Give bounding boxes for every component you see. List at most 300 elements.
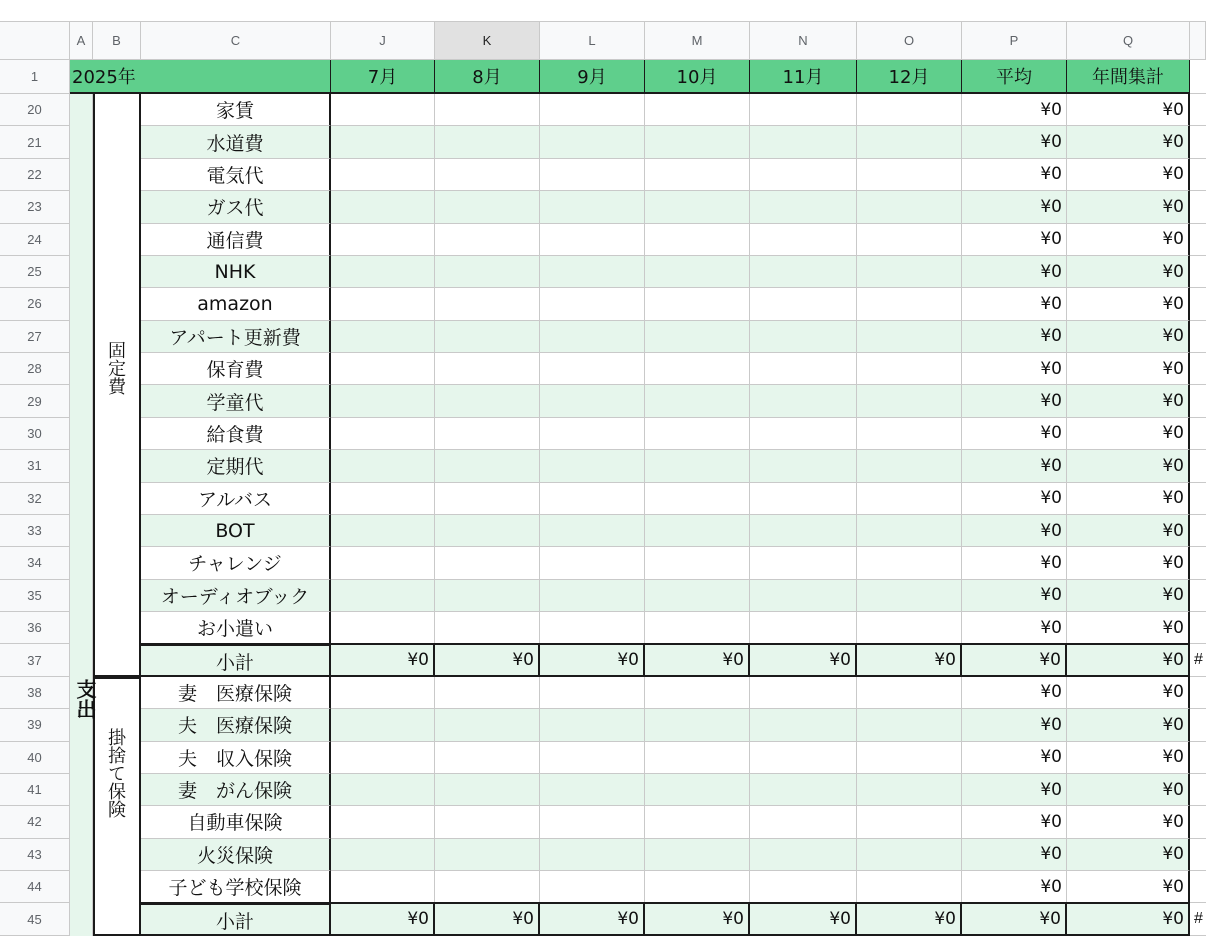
row-header[interactable]: 38 [0,677,70,709]
month-cell[interactable] [750,126,857,158]
month-cell[interactable] [750,450,857,482]
row-header[interactable]: 26 [0,288,70,320]
month-cell[interactable] [750,677,857,709]
column-a-cell[interactable] [70,321,93,353]
month-cell[interactable] [540,450,645,482]
month-cell[interactable] [331,580,435,612]
overflow-cell[interactable] [1190,580,1206,612]
month-cell[interactable] [435,515,540,547]
column-a-cell[interactable] [70,612,93,644]
month-cell[interactable] [435,839,540,871]
average-cell[interactable]: ¥0 [962,515,1067,547]
month-cell[interactable] [645,483,750,515]
annual-total-header[interactable]: 年間集計 [1067,60,1190,94]
annual-total-cell[interactable]: ¥0 [1067,450,1190,482]
row-header[interactable]: 36 [0,612,70,644]
item-label[interactable]: アルバス [141,483,331,515]
overflow-cell[interactable] [1190,321,1206,353]
month-cell[interactable] [645,871,750,903]
month-cell[interactable] [435,871,540,903]
month-cell[interactable] [331,774,435,806]
row-header[interactable]: 34 [0,547,70,579]
item-label[interactable]: 妻 がん保険 [141,774,331,806]
row-header[interactable]: 41 [0,774,70,806]
annual-total-cell[interactable]: ¥0 [1067,806,1190,838]
row-header[interactable]: 33 [0,515,70,547]
month-cell[interactable] [540,353,645,385]
overflow-cell[interactable] [1190,353,1206,385]
average-cell[interactable]: ¥0 [962,483,1067,515]
item-label[interactable]: NHK [141,256,331,288]
column-a-cell[interactable] [70,839,93,871]
month-cell[interactable] [435,224,540,256]
month-cell[interactable] [645,677,750,709]
average-cell[interactable]: ¥0 [962,871,1067,903]
column-header-p[interactable]: P [962,22,1067,60]
month-cell[interactable] [857,839,962,871]
month-cell[interactable] [750,580,857,612]
column-a-cell[interactable] [70,806,93,838]
month-cell[interactable] [435,94,540,126]
subtotal-month-cell[interactable]: ¥0 [435,644,540,676]
subtotal-label[interactable]: 小計 [141,644,331,676]
month-cell[interactable] [645,256,750,288]
month-cell[interactable] [750,224,857,256]
column-a-cell[interactable] [70,450,93,482]
month-header[interactable]: 7月 [331,60,435,94]
month-cell[interactable] [750,742,857,774]
average-cell[interactable]: ¥0 [962,159,1067,191]
subtotal-month-cell[interactable]: ¥0 [645,903,750,935]
month-cell[interactable] [750,612,857,644]
month-cell[interactable] [857,418,962,450]
month-cell[interactable] [435,418,540,450]
month-cell[interactable] [857,483,962,515]
average-cell[interactable]: ¥0 [962,774,1067,806]
month-cell[interactable] [331,418,435,450]
month-cell[interactable] [331,385,435,417]
overflow-cell[interactable] [1190,159,1206,191]
month-cell[interactable] [435,191,540,223]
average-cell[interactable]: ¥0 [962,450,1067,482]
month-cell[interactable] [750,418,857,450]
month-cell[interactable] [540,612,645,644]
item-label[interactable]: 給食費 [141,418,331,450]
month-cell[interactable] [645,547,750,579]
month-cell[interactable] [540,256,645,288]
average-cell[interactable]: ¥0 [962,288,1067,320]
month-cell[interactable] [331,94,435,126]
month-cell[interactable] [645,774,750,806]
column-header-stub[interactable] [1190,22,1206,60]
month-cell[interactable] [857,450,962,482]
overflow-cell[interactable] [1190,871,1206,903]
month-cell[interactable] [750,806,857,838]
row-header[interactable]: 27 [0,321,70,353]
subtotal-month-cell[interactable]: ¥0 [331,644,435,676]
row-header[interactable]: 30 [0,418,70,450]
column-a-cell[interactable] [70,94,93,126]
month-cell[interactable] [540,126,645,158]
column-a-cell[interactable] [70,385,93,417]
item-label[interactable]: 夫 医療保険 [141,709,331,741]
column-a-cell[interactable] [70,580,93,612]
month-cell[interactable] [540,224,645,256]
overflow-cell[interactable] [1190,774,1206,806]
month-cell[interactable] [857,321,962,353]
item-label[interactable]: BOT [141,515,331,547]
average-cell[interactable]: ¥0 [962,94,1067,126]
month-cell[interactable] [857,709,962,741]
annual-total-cell[interactable]: ¥0 [1067,483,1190,515]
month-cell[interactable] [857,353,962,385]
row-header[interactable]: 21 [0,126,70,158]
overflow-cell[interactable] [1190,450,1206,482]
column-header-o[interactable]: O [857,22,962,60]
month-cell[interactable] [857,126,962,158]
average-cell[interactable]: ¥0 [962,547,1067,579]
overflow-cell[interactable] [1190,547,1206,579]
item-label[interactable]: アパート更新費 [141,321,331,353]
month-cell[interactable] [331,515,435,547]
month-cell[interactable] [435,677,540,709]
month-cell[interactable] [435,450,540,482]
row-header[interactable]: 35 [0,580,70,612]
month-cell[interactable] [645,288,750,320]
month-cell[interactable] [540,774,645,806]
subtotal-month-cell[interactable]: ¥0 [435,903,540,935]
average-cell[interactable]: ¥0 [962,709,1067,741]
item-label[interactable]: amazon [141,288,331,320]
overflow-cell[interactable] [1190,839,1206,871]
annual-total-cell[interactable]: ¥0 [1067,159,1190,191]
subtotal-month-cell[interactable]: ¥0 [540,644,645,676]
subtotal-month-cell[interactable]: ¥0 [645,644,750,676]
annual-total-cell[interactable]: ¥0 [1067,288,1190,320]
month-cell[interactable] [645,353,750,385]
item-label[interactable]: 学童代 [141,385,331,417]
row-header[interactable]: 45 [0,903,70,935]
column-a-cell[interactable] [70,644,93,676]
average-cell[interactable]: ¥0 [962,839,1067,871]
annual-total-cell[interactable]: ¥0 [1067,515,1190,547]
item-label[interactable]: ガス代 [141,191,331,223]
overflow-cell[interactable] [1190,418,1206,450]
month-cell[interactable] [857,871,962,903]
column-a-cell[interactable] [70,288,93,320]
row-header[interactable]: 25 [0,256,70,288]
month-cell[interactable] [435,612,540,644]
overflow-cell[interactable] [1190,191,1206,223]
month-cell[interactable] [540,515,645,547]
month-cell[interactable] [540,94,645,126]
month-cell[interactable] [435,547,540,579]
row-header[interactable]: 32 [0,483,70,515]
annual-total-cell[interactable]: ¥0 [1067,580,1190,612]
column-header-j[interactable]: J [331,22,435,60]
row-header[interactable]: 1 [0,60,70,94]
month-cell[interactable] [435,126,540,158]
month-cell[interactable] [645,191,750,223]
average-cell[interactable]: ¥0 [962,224,1067,256]
month-cell[interactable] [645,94,750,126]
month-cell[interactable] [645,580,750,612]
month-cell[interactable] [435,774,540,806]
month-cell[interactable] [435,742,540,774]
month-cell[interactable] [331,159,435,191]
column-header-c[interactable]: C [141,22,331,60]
month-cell[interactable] [645,806,750,838]
annual-total-cell[interactable]: ¥0 [1067,709,1190,741]
month-cell[interactable] [331,709,435,741]
month-cell[interactable] [435,353,540,385]
item-label[interactable]: オーディオブック [141,580,331,612]
month-cell[interactable] [645,321,750,353]
month-cell[interactable] [540,742,645,774]
month-cell[interactable] [857,612,962,644]
year-label[interactable]: 2025年 [70,60,331,94]
month-cell[interactable] [540,321,645,353]
row-header[interactable]: 44 [0,871,70,903]
item-label[interactable]: 自動車保険 [141,806,331,838]
month-cell[interactable] [750,547,857,579]
annual-total-cell[interactable]: ¥0 [1067,353,1190,385]
overflow-cell[interactable] [1190,709,1206,741]
subtotal-month-cell[interactable]: ¥0 [857,903,962,935]
month-cell[interactable] [435,288,540,320]
month-cell[interactable] [540,709,645,741]
month-cell[interactable] [331,871,435,903]
annual-total-cell[interactable]: ¥0 [1067,256,1190,288]
month-cell[interactable] [857,256,962,288]
average-cell[interactable]: ¥0 [962,385,1067,417]
month-cell[interactable] [857,288,962,320]
month-cell[interactable] [750,871,857,903]
row-header[interactable]: 28 [0,353,70,385]
row-header[interactable]: 39 [0,709,70,741]
month-cell[interactable] [857,742,962,774]
average-cell[interactable]: ¥0 [962,677,1067,709]
month-cell[interactable] [750,515,857,547]
average-cell[interactable]: ¥0 [962,418,1067,450]
annual-total-cell[interactable]: ¥0 [1067,418,1190,450]
subtotal-month-cell[interactable]: ¥0 [540,903,645,935]
subtotal-month-cell[interactable]: ¥0 [331,903,435,935]
overflow-cell[interactable] [1190,612,1206,644]
item-label[interactable]: 子ども学校保険 [141,871,331,903]
annual-total-cell[interactable]: ¥0 [1067,321,1190,353]
row-header[interactable]: 23 [0,191,70,223]
month-cell[interactable] [435,483,540,515]
month-cell[interactable] [750,191,857,223]
annual-total-cell[interactable]: ¥0 [1067,903,1190,935]
month-cell[interactable] [645,159,750,191]
month-cell[interactable] [331,353,435,385]
month-cell[interactable] [331,612,435,644]
annual-total-cell[interactable]: ¥0 [1067,547,1190,579]
overflow-cell[interactable] [1190,94,1206,126]
annual-total-cell[interactable]: ¥0 [1067,839,1190,871]
month-cell[interactable] [750,256,857,288]
month-cell[interactable] [540,677,645,709]
annual-total-cell[interactable]: ¥0 [1067,191,1190,223]
month-cell[interactable] [750,839,857,871]
month-cell[interactable] [540,806,645,838]
subtotal-month-cell[interactable]: ¥0 [750,903,857,935]
column-a-cell[interactable] [70,903,93,935]
row-header[interactable]: 40 [0,742,70,774]
item-label[interactable]: 通信費 [141,224,331,256]
month-cell[interactable] [331,839,435,871]
column-header-l[interactable]: L [540,22,645,60]
month-cell[interactable] [750,94,857,126]
month-cell[interactable] [857,580,962,612]
month-cell[interactable] [750,321,857,353]
month-cell[interactable] [645,742,750,774]
subtotal-label[interactable]: 小計 [141,903,331,935]
month-cell[interactable] [645,385,750,417]
month-cell[interactable] [750,159,857,191]
row-header[interactable]: 31 [0,450,70,482]
subtotal-month-cell[interactable]: ¥0 [750,644,857,676]
month-cell[interactable] [540,288,645,320]
overflow-cell[interactable] [1190,224,1206,256]
average-cell[interactable]: ¥0 [962,580,1067,612]
annual-total-cell[interactable]: ¥0 [1067,612,1190,644]
column-header-n[interactable]: N [750,22,857,60]
month-cell[interactable] [435,806,540,838]
item-label[interactable]: 火災保険 [141,839,331,871]
column-a-cell[interactable] [70,483,93,515]
column-a-cell[interactable] [70,126,93,158]
item-label[interactable]: 定期代 [141,450,331,482]
annual-total-cell[interactable]: ¥0 [1067,742,1190,774]
month-cell[interactable] [857,191,962,223]
month-cell[interactable] [540,483,645,515]
column-a-cell[interactable] [70,159,93,191]
average-cell[interactable]: ¥0 [962,742,1067,774]
average-cell[interactable]: ¥0 [962,256,1067,288]
item-label[interactable]: 水道費 [141,126,331,158]
row-header[interactable]: 42 [0,806,70,838]
month-cell[interactable] [645,126,750,158]
column-a-cell[interactable] [70,547,93,579]
annual-total-cell[interactable]: ¥0 [1067,224,1190,256]
month-cell[interactable] [645,709,750,741]
month-cell[interactable] [331,191,435,223]
overflow-cell[interactable] [1190,288,1206,320]
annual-total-cell[interactable]: ¥0 [1067,94,1190,126]
month-cell[interactable] [857,774,962,806]
overflow-cell[interactable] [1190,515,1206,547]
overflow-cell[interactable] [1190,483,1206,515]
item-label[interactable]: 夫 収入保険 [141,742,331,774]
annual-total-cell[interactable]: ¥0 [1067,385,1190,417]
month-cell[interactable] [331,288,435,320]
overflow-cell[interactable] [1190,385,1206,417]
month-cell[interactable] [331,224,435,256]
month-cell[interactable] [331,677,435,709]
month-cell[interactable] [435,580,540,612]
annual-total-cell[interactable]: ¥0 [1067,774,1190,806]
average-cell[interactable]: ¥0 [962,191,1067,223]
month-cell[interactable] [331,450,435,482]
month-header[interactable]: 9月 [540,60,645,94]
month-cell[interactable] [331,256,435,288]
month-cell[interactable] [435,709,540,741]
month-cell[interactable] [857,385,962,417]
overflow-cell[interactable] [1190,256,1206,288]
annual-total-cell[interactable]: ¥0 [1067,126,1190,158]
month-cell[interactable] [435,159,540,191]
average-cell[interactable]: ¥0 [962,126,1067,158]
month-cell[interactable] [750,288,857,320]
month-cell[interactable] [331,547,435,579]
month-cell[interactable] [331,483,435,515]
average-cell[interactable]: ¥0 [962,353,1067,385]
month-cell[interactable] [331,126,435,158]
month-cell[interactable] [435,385,540,417]
overflow-cell[interactable] [1190,677,1206,709]
row-header[interactable]: 20 [0,94,70,126]
item-label[interactable]: 保育費 [141,353,331,385]
column-a-cell[interactable] [70,353,93,385]
select-all-corner[interactable] [0,22,70,60]
item-label[interactable]: 電気代 [141,159,331,191]
item-label[interactable]: 妻 医療保険 [141,677,331,709]
row-header[interactable]: 43 [0,839,70,871]
item-label[interactable]: 家賃 [141,94,331,126]
column-header-b[interactable]: B [93,22,141,60]
column-header-q[interactable]: Q [1067,22,1190,60]
column-header-a[interactable]: A [70,22,93,60]
column-a-cell[interactable] [70,742,93,774]
month-cell[interactable] [750,709,857,741]
month-cell[interactable] [645,839,750,871]
month-cell[interactable] [540,580,645,612]
month-header[interactable]: 12月 [857,60,962,94]
average-cell[interactable]: ¥0 [962,644,1067,676]
average-cell[interactable]: ¥0 [962,806,1067,838]
month-cell[interactable] [540,191,645,223]
column-header-k[interactable]: K [435,22,540,60]
month-cell[interactable] [750,353,857,385]
month-header[interactable]: 8月 [435,60,540,94]
month-cell[interactable] [857,159,962,191]
month-cell[interactable] [645,515,750,547]
month-cell[interactable] [857,515,962,547]
month-cell[interactable] [540,418,645,450]
column-a-cell[interactable] [70,774,93,806]
month-cell[interactable] [750,774,857,806]
month-cell[interactable] [857,677,962,709]
row-header[interactable]: 22 [0,159,70,191]
month-cell[interactable] [857,547,962,579]
month-cell[interactable] [331,321,435,353]
overflow-cell[interactable] [1190,742,1206,774]
subtotal-month-cell[interactable]: ¥0 [857,644,962,676]
average-header[interactable]: 平均 [962,60,1067,94]
annual-total-cell[interactable]: ¥0 [1067,644,1190,676]
month-cell[interactable] [435,321,540,353]
month-cell[interactable] [857,94,962,126]
month-cell[interactable] [540,159,645,191]
column-a-cell[interactable] [70,256,93,288]
item-label[interactable]: チャレンジ [141,547,331,579]
month-cell[interactable] [540,871,645,903]
column-a-cell[interactable] [70,515,93,547]
overflow-cell[interactable] [1190,126,1206,158]
